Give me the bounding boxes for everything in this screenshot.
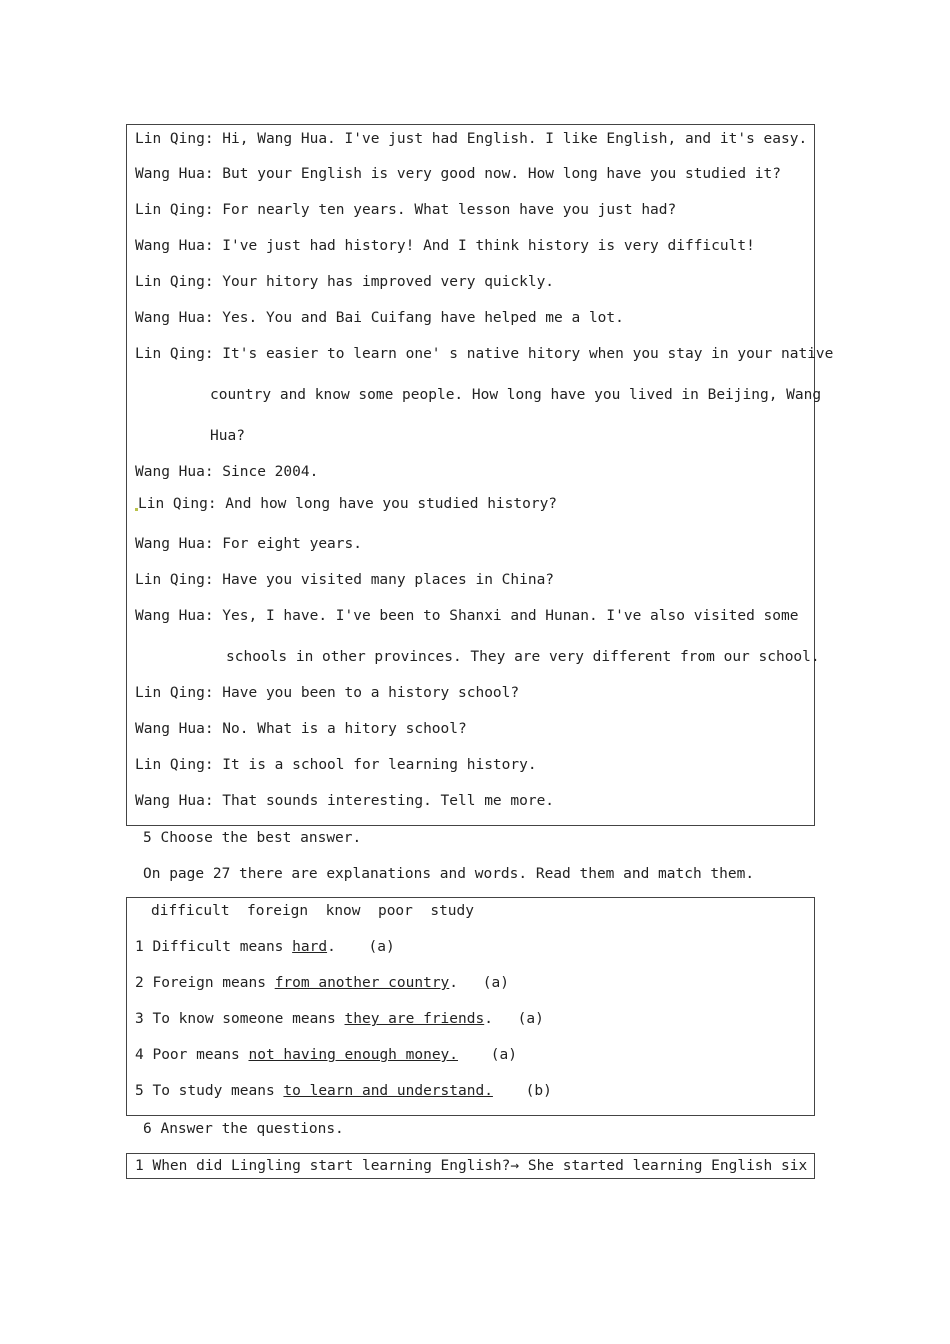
dialogue-line: Lin Qing: Have you been to a history school? [135,685,520,701]
match-answer: hard [292,939,328,955]
dialogue-line: Lin Qing: Hi, Wang Hua. I've just had English. I like English, and it's easy. [135,131,808,147]
section-5-instruction: On page 27 there are explanations and words. Read them and match them. [143,866,755,882]
match-option: (a) [517,1011,544,1027]
dialogue-line: Wang Hua: For eight years. [135,536,362,552]
dialogue-line: Lin Qing: Have you visited many places in China? [135,572,555,588]
match-prefix: 3 To know someone means [135,1011,345,1027]
dialogue-line: Lin Qing: And how long have you studied history? [138,496,558,512]
match-prefix: 5 To study means [135,1083,284,1099]
dialogue-line: Wang Hua: That sounds interesting. Tell me more. [135,793,555,809]
match-prefix: 1 Difficult means [135,939,293,955]
dialogue-line: Lin Qing: It's easier to learn one' s native hitory when you stay in your native [135,346,834,362]
match-prefix: 2 Foreign means [135,975,275,991]
match-option: (a) [482,975,509,991]
question-box [126,1153,815,1179]
dialogue-line: Wang Hua: Since 2004. [135,464,319,480]
question-line: 1 When did Lingling start learning English?→ She started learning English six [135,1158,808,1174]
match-item [135,1047,517,1063]
dialogue-line: Lin Qing: Your hitory has improved very quickly. [135,274,555,290]
dialogue-line: Wang Hua: No. What is a hitory school? [135,721,467,737]
match-answer: they are friends [344,1011,485,1027]
dialogue-line-continuation: schools in other provinces. They are very different from our school. [226,649,820,665]
dialogue-line-continuation: country and know some people. How long have you lived in Beijing, Wang [210,387,822,403]
match-option: (a) [368,939,395,955]
match-answer: to learn and understand. [283,1083,493,1099]
match-suffix: . [449,975,459,991]
match-item [135,975,509,991]
match-prefix: 4 Poor means [135,1047,249,1063]
match-item [135,1083,552,1099]
section-6-title: 6 Answer the questions. [143,1121,344,1137]
match-option: (a) [490,1047,517,1063]
match-option: (b) [525,1083,552,1099]
dialogue-line: Wang Hua: I've just had history! And I think history is very difficult! [135,238,755,254]
match-answer: from another country [274,975,450,991]
match-answer: not having enough money. [248,1047,459,1063]
match-item [135,1011,544,1027]
word-list: difficult foreign know poor study [151,903,475,919]
dialogue-line: Wang Hua: Yes, I have. I've been to Shanxi and Hunan. I've also visited some [135,608,799,624]
word-matching-box [126,897,815,1116]
dialogue-line: Lin Qing: It is a school for learning history. [135,757,537,773]
dialogue-box [126,124,834,826]
dialogue-line: Wang Hua: But your English is very good now. How long have you studied it? [135,166,782,182]
dialogue-line: Wang Hua: Yes. You and Bai Cuifang have helped me a lot. [135,310,624,326]
section-5-title: 5 Choose the best answer. [143,830,362,846]
dialogue-line-continuation: Hua? [210,428,245,444]
dialogue-line: Lin Qing: For nearly ten years. What lesson have you just had? [135,202,677,218]
match-item [135,939,395,955]
match-suffix: . [327,939,336,955]
match-suffix: . [484,1011,493,1027]
